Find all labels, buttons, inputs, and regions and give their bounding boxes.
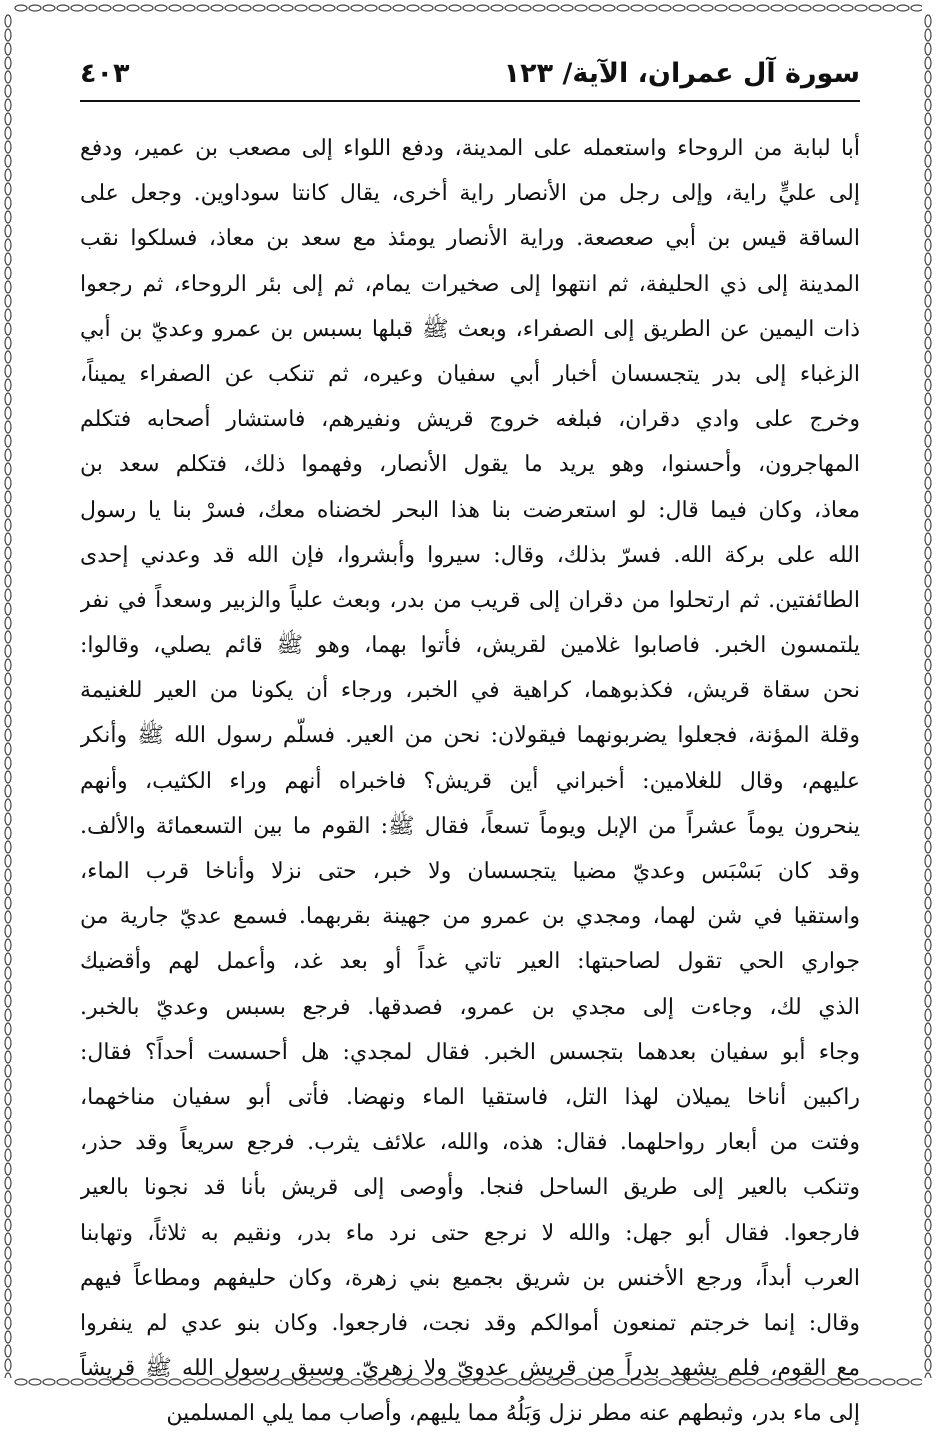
text-line: المدينة إلى ذي الحليفة، ثم انتهوا إلى صخيرات يمام، ثم إلى بئر الروحاء، ثم رجعوا <box>80 271 860 297</box>
body-text <box>80 126 860 1436</box>
page-header <box>80 56 860 102</box>
right-border-ornament <box>924 14 932 1378</box>
text-line: جواري الحي تقول لصاحبتها: العير تاتي غداً أو بعد غد، وأعمل لهم وأقضيك <box>80 949 860 975</box>
text-line: وفتت من أبعار رواحلهما. فقال: هذه، والله، علائف يثرب. فرجع سريعاً وقد حذر، <box>80 1130 860 1156</box>
text-line: عليهم، وقال للغلامين: أخبراني أين قريش؟ فاخبراه أنهم وراء الكثيب، وأنهم <box>80 768 860 794</box>
text-line: الزغباء إلى بدر يتجسسان أخبار أبي سفيان وعيره، ثم تنكب عن الصفراء يميناً، <box>80 361 860 387</box>
text-line: أبا لبابة من الروحاء واستعمله على المدينة، ودفع اللواء إلى مصعب بن عمير، ودفع <box>80 136 860 161</box>
text-line: العرب أبداً، ورجع الأخنس بن شريق بجميع بني زهرة، وكان حليفهم ومطاعاً فيهم <box>80 1265 860 1291</box>
text-line: إلى ماء بدر، وثبطهم عنه مطر نزل وَبَلُهُ مما يليهم، وأصاب مما يلي المسلمين <box>166 1401 860 1427</box>
text-line: وقد كان بَسْبَس وعديّ مضيا يتجسسان ولا خبر، حتى نزلا وأناخا قرب الماء، <box>80 859 860 884</box>
text-line: وتنكب بالعير إلى طريق الساحل فنجا. وأوصى إلى قريش بأنا قد نجونا بالعير <box>80 1175 860 1201</box>
text-line: الذي لك، وجاءت إلى مجدي بن عمرو، فصدقها. فرجع بسبس وعديّ بالخبر. <box>80 994 860 1020</box>
text-line: مع القوم، فلم يشهد بدراً من قريش عدويّ ولا زهريّ. وسبق رسول الله ﷺ قريشاً <box>80 1356 860 1382</box>
text-line: راكبين أناخا يميلان لهذا التل، فاستقيا الماء ونهضا. فأتى أبو سفيان مناخهما، <box>80 1084 860 1110</box>
text-line: واستقيا في شن لهما، ومجدي بن عمرو من جهينة بقربهما. فسمع عديّ جارية من <box>80 904 860 930</box>
left-border-ornament <box>4 14 12 1378</box>
text-line: ذات اليمين عن الطريق إلى الصفراء، وبعث ﷺ قبلها بسبس بن عمرو وعديّ بن أبي <box>80 316 860 342</box>
text-line: الطائفتين. ثم ارتحلوا من دقران إلى قريب من بدر، وبعث علياً والزبير وسعداً في نفر <box>80 587 860 613</box>
text-line: المهاجرون، وأحسنوا، وهو يريد ما يقول الأنصار، وفهموا ذلك، فتكلم سعد بن <box>80 452 860 478</box>
text-line: فارجعوا. فقال أبو جهل: والله لا نرجع حتى نرد ماء بدر، ونقيم به ثلاثاً، وتهابنا <box>80 1220 860 1246</box>
text-line: ينحرون يوماً عشراً من الإبل ويوماً تسعاً، فقال ﷺ: القوم ما بين التسعمائة والألف. <box>80 813 860 839</box>
header-title: سورة آل عمران، الآية/ ١٢٣ <box>503 58 860 89</box>
text-line: الله على بركة الله. فسرّ بذلك، وقال: سيروا وأبشروا، فإن الله قد وعدني إحدى <box>80 542 860 568</box>
page-number: ٤٠٣ <box>80 58 130 89</box>
text-line: وخرج على وادي دقران، فبلغه خروج قريش ونفيرهم، فاستشار أصحابه فتكلم <box>80 407 860 433</box>
text-line: وجاء أبو سفيان بعدهما بتجسس الخبر. فقال لمجدي: هل أحسست أحداً؟ فقال: <box>80 1039 860 1065</box>
text-line: وقال: إنما خرجتم تمنعون أموالكم وقد نجت، فارجعوا. وكان بنو عدي لم ينفروا <box>80 1310 860 1336</box>
text-line: معاذ، وكان فيما قال: لو استعرضت بنا هذا البحر لخضناه معك، فسرْ بنا يا رسول <box>80 497 860 523</box>
text-line: الساقة قيس بن أبي صعصعة. وراية الأنصار يومئذ مع سعد بن معاذ، فسلكوا نقب <box>80 226 860 252</box>
text-line: إلى عليٍّ راية، وإلى رجل من الأنصار راية أخرى، يقال كانتا سوداوين. وجعل على <box>80 181 860 207</box>
text-line: يلتمسون الخبر. فاصابوا غلامين لقريش، فأتوا بهما، وهو ﷺ قائم يصلي، وقالوا: <box>80 633 860 659</box>
top-border-ornament <box>14 4 922 12</box>
text-line: نحن سقاة قريش، فكذبوهما، كراهية في الخبر، ورجاء أن يكونا من العير للغنيمة <box>80 678 860 704</box>
text-line: وقلة المؤنة، فجعلوا يضربونهما فيقولان: نحن من العير. فسلّم رسول الله ﷺ وأنكر <box>80 723 860 749</box>
